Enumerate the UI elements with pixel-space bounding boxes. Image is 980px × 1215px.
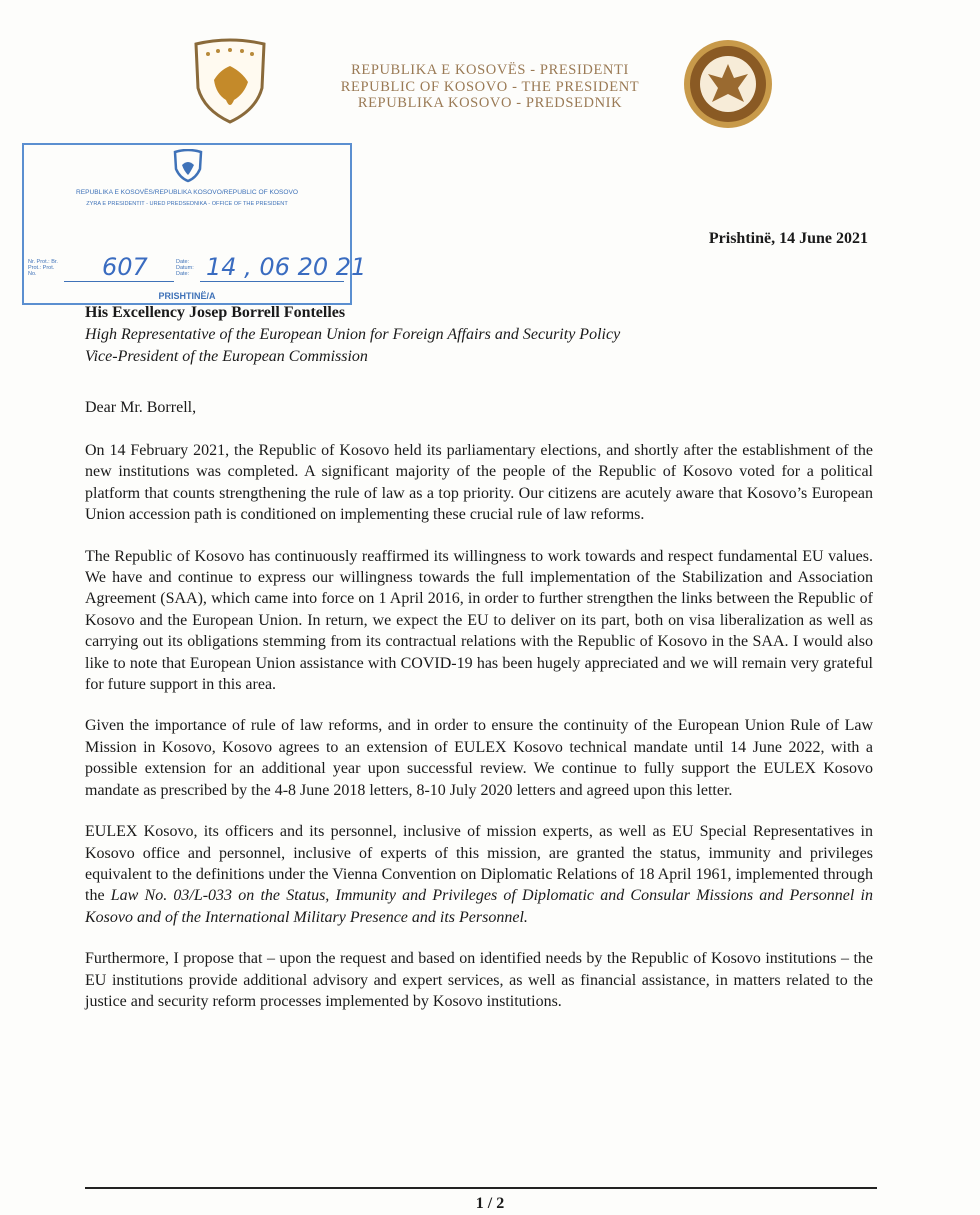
- presidential-seal-icon: [682, 38, 774, 130]
- paragraph: Furthermore, I propose that – upon the request and based on identified needs by the Republic of Kosovo institutions – the EU institutions provide additional advisory and expert services, as well as financial assistance, in matters related to the justice and security reform processes implemented by Kosovo institutions.: [85, 950, 873, 1010]
- letterhead-line: REPUBLIKA E KOSOVËS - PRESIDENTI: [351, 62, 629, 78]
- letterhead-line: REPUBLIC OF KOSOVO - THE PRESIDENT: [340, 78, 640, 95]
- letterhead: [310, 62, 670, 112]
- stamp-line-1: REPUBLIKA E KOSOVËS/REPUBLIKA KOSOVO/REPUBLIC OF KOSOVO: [75, 189, 299, 196]
- stamp-prot-label: Nr. Prot.: Br. Prot.: Prot. No.: [28, 259, 58, 277]
- letter-body: [85, 440, 873, 1032]
- salutation: Dear Mr. Borrell,: [85, 399, 197, 416]
- registry-stamp: [22, 143, 367, 305]
- paragraph: On 14 February 2021, the Republic of Kosovo held its parliamentary elections, and shortly after the establishment of the new institutions was completed. A significant majority of the people of the Republic of Kosovo voted for a political platform that counts strengthening the rule of law as a top priority. Our citizens are acutely aware that Kosovo’s European Union accession path is conditioned on implementing these crucial rule of law reforms.: [85, 442, 873, 524]
- paragraph: [85, 821, 873, 928]
- stamp-prot-number: 607: [102, 253, 148, 281]
- recipient-name: His Excellency Josep Borrell Fontelles: [85, 304, 346, 321]
- law-citation: Law No. 03/L-033 on the Status, Immunity and Privileges of Diplomatic and Consular Missions and Personnel in Kosovo and of the International Military Presence and its Personnel.: [85, 887, 873, 926]
- paragraph-text: EULEX Kosovo, its officers and its personnel, inclusive of mission experts, as well as EU Special Representatives in Kosovo office and personnel, inclusive of experts of this mission, are granted the status, immunity and privileges equivalent to the definitions under the Vienna Convention on Diplomatic Relations of 18 April 1961, implemented through the: [85, 823, 873, 905]
- recipient-block: [85, 302, 620, 368]
- page-number: 1 / 2: [475, 1195, 505, 1212]
- stamp-line-2: ZYRA E PRESIDENTIT - URED PREDSEDNIKA - OFFICE OF THE PRESIDENT: [86, 201, 288, 207]
- paragraph: The Republic of Kosovo has continuously reaffirmed its willingness to work towards and respect fundamental EU values. We have and continue to express our willingness towards the full implementation of the Stabilization and Association Agreement (SAA), which came into force on 1 April 2016, in order to further strengthen the links between the Republic of Kosovo and the European Union. In return, we expect the EU to deliver on its part, both on visa liberalization as well as carrying out its obligations stemming from its contractual relations with the Republic of Kosovo in the SAA. I would also like to note that European Union assistance with COVID-19 has been hugely appreciated and we will remain very grateful for future support in this area.: [85, 547, 873, 694]
- recipient-title: High Representative of the European Union for Foreign Affairs and Security Policy: [85, 326, 621, 343]
- recipient-title: Vice-President of the European Commission: [85, 348, 368, 365]
- footer-divider: [85, 1187, 877, 1189]
- stamp-date-value: 14 , 06 20 21: [206, 253, 367, 281]
- stamp-emblem-icon: [172, 149, 204, 183]
- letter-date: Prishtinë, 14 June 2021: [708, 230, 868, 247]
- paragraph: Given the importance of rule of law reforms, and in order to ensure the continuity of the European Union Rule of Law Mission in Kosovo, Kosovo agrees to an extension of EULEX Kosovo technical mandate until 14 June 2022, with a possible extension for an additional year upon successful review. We continue to fully support the EULEX Kosovo mandate as prescribed by the 4-8 June 2018 letters, 8-10 July 2020 letters and agreed upon this letter.: [85, 717, 873, 799]
- kosovo-coat-of-arms-emblem: [190, 38, 270, 124]
- stamp-city: PRISHTINË/A: [158, 291, 216, 301]
- stamp-date-label: Date: Datum: Date:: [176, 259, 194, 277]
- letterhead-line: REPUBLIKA KOSOVO - PREDSEDNIK: [357, 95, 623, 111]
